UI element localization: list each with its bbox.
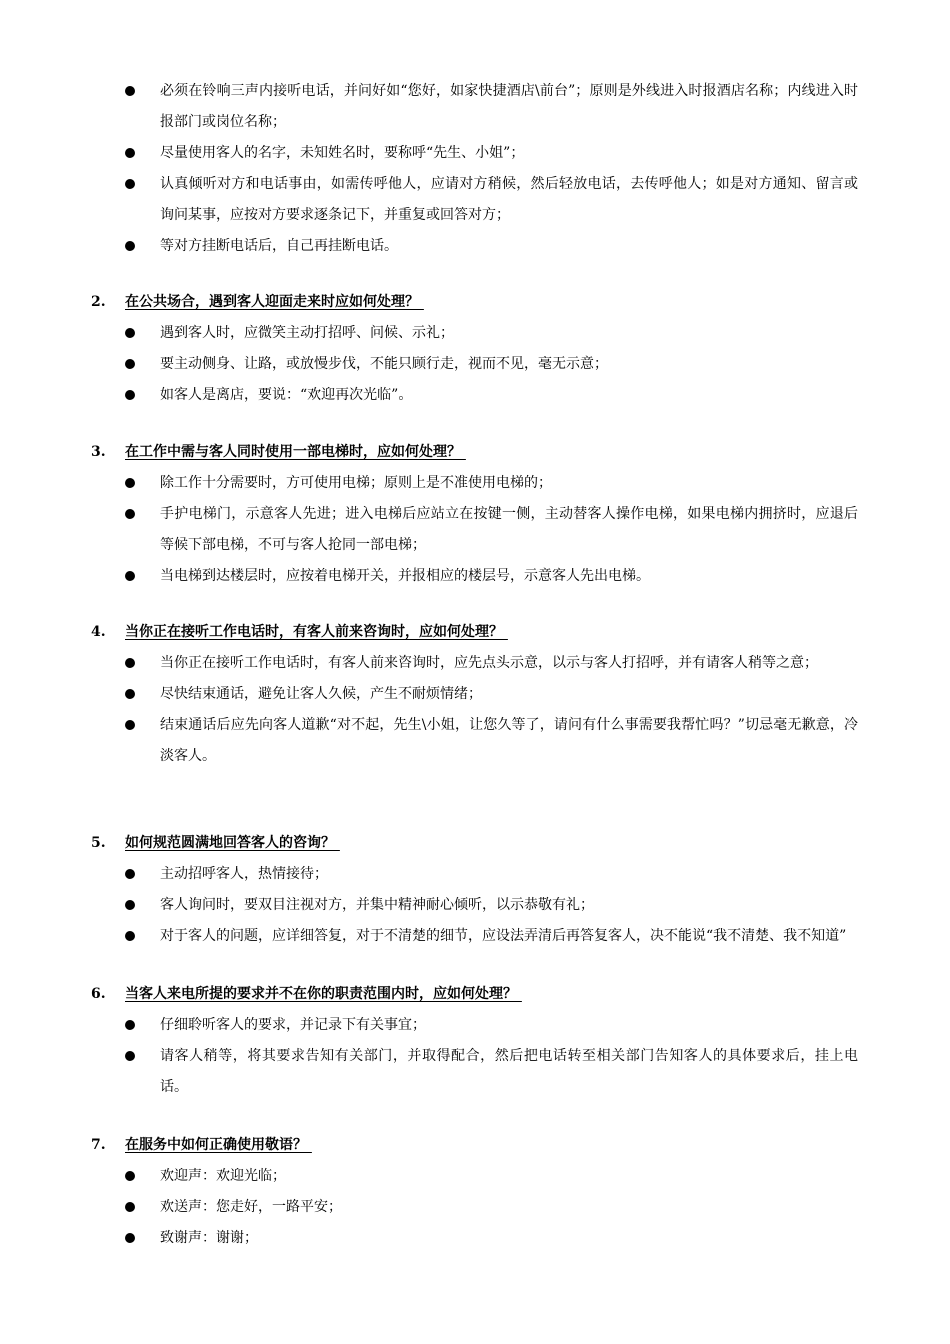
list-item	[160, 890, 858, 921]
bullet-text: 遇到客人时，应微笑主动打招呼、问候、示礼；	[160, 325, 454, 341]
section-heading	[91, 828, 950, 859]
bullet-text: 手护电梯门，示意客人先进；进入电梯后应站立在按键一侧，主动替客人操作电梯，如果电梯内拥挤时，应退后等候下部电梯，不可与客人抢同一部电梯；	[160, 506, 858, 553]
bullet-icon	[125, 241, 135, 251]
intro-bullet-list	[0, 76, 950, 262]
section-number: 6.	[91, 986, 106, 1002]
section-bullet-list	[0, 1010, 950, 1103]
section-question: 如何规范圆满地回答客人的咨询？	[125, 835, 340, 851]
bullet-icon	[125, 179, 135, 189]
bullet-text: 当电梯到达楼层时，应按着电梯开关，并报相应的楼层号，示意客人先出电梯。	[160, 568, 650, 584]
bullet-icon	[125, 509, 135, 519]
bullet-icon	[125, 148, 135, 158]
bullet-text: 当你正在接听工作电话时，有客人前来咨询时，应先点头示意，以示与客人打招呼，并有请客人稍等之意；	[160, 655, 818, 671]
bullet-text: 对于客人的问题，应详细答复，对于不清楚的细节，应设法弄清后再答复客人，决不能说“我不清楚、我不知道”	[160, 928, 847, 944]
bullet-text: 要主动侧身、让路，或放慢步伐，不能只顾行走，视而不见，毫无示意；	[160, 356, 608, 372]
bullet-icon	[125, 1202, 135, 1212]
bullet-text: 除工作十分需要时，方可使用电梯；原则上是不准使用电梯的；	[160, 475, 552, 491]
bullet-icon	[125, 720, 135, 730]
section-6	[0, 979, 950, 1103]
bullet-text: 致谢声：谢谢；	[160, 1230, 258, 1246]
section-number: 3.	[91, 444, 106, 460]
bullet-icon	[125, 390, 135, 400]
section-bullet-list	[0, 318, 950, 411]
bullet-icon	[125, 359, 135, 369]
list-item	[160, 169, 858, 231]
list-item	[160, 499, 858, 561]
bullet-icon	[125, 478, 135, 488]
section-heading	[91, 1130, 950, 1161]
bullet-text: 欢迎声：欢迎光临；	[160, 1168, 286, 1184]
list-item	[160, 921, 858, 952]
bullet-icon	[125, 658, 135, 668]
section-4	[0, 617, 950, 772]
bullet-text: 等对方挂断电话后，自己再挂断电话。	[160, 238, 398, 254]
list-item	[160, 468, 858, 499]
bullet-icon	[125, 869, 135, 879]
section-3	[0, 437, 950, 592]
bullet-text: 欢送声：您走好，一路平安；	[160, 1199, 342, 1215]
bullet-text: 认真倾听对方和电话事由，如需传呼他人，应请对方稍候，然后轻放电话，去传呼他人；如是对方通知、留言或询问某事，应按对方要求逐条记下，并重复或回答对方；	[160, 176, 858, 223]
bullet-text: 尽快结束通话，避免让客人久候，产生不耐烦情绪；	[160, 686, 482, 702]
list-item	[160, 231, 858, 262]
section-question: 在工作中需与客人同时使用一部电梯时，应如何处理？	[125, 444, 466, 460]
section-number: 7.	[91, 1137, 106, 1153]
list-item	[160, 349, 858, 380]
list-item	[160, 648, 858, 679]
section-number: 4.	[91, 624, 106, 640]
section-heading	[91, 979, 950, 1010]
list-item	[160, 1010, 858, 1041]
bullet-icon	[125, 1171, 135, 1181]
bullet-icon	[125, 1233, 135, 1243]
bullet-icon	[125, 328, 135, 338]
bullet-icon	[125, 1051, 135, 1061]
bullet-icon	[125, 900, 135, 910]
list-item	[160, 1161, 858, 1192]
section-heading	[91, 437, 950, 468]
section-7	[0, 1130, 950, 1254]
bullet-text: 结束通话后应先向客人道歉“对不起，先生\小姐，让您久等了，请问有什么事需要我帮忙吗？”切忌毫无歉意，冷淡客人。	[160, 717, 858, 764]
bullet-text: 必须在铃响三声内接听电话，并问好如“您好，如家快捷酒店\前台”；原则是外线进入时报酒店名称；内线进入时报部门或岗位名称；	[160, 83, 858, 130]
bullet-icon	[125, 689, 135, 699]
section-question: 在公共场合，遇到客人迎面走来时应如何处理？	[125, 294, 424, 310]
bullet-text: 主动招呼客人，热情接待；	[160, 866, 328, 882]
section-2	[0, 287, 950, 411]
bullet-icon	[125, 86, 135, 96]
list-item	[160, 710, 858, 772]
section-question: 当你正在接听工作电话时，有客人前来咨询时，应如何处理？	[125, 624, 508, 640]
list-item	[160, 318, 858, 349]
list-item	[160, 138, 858, 169]
section-heading	[91, 287, 950, 318]
section-number: 2.	[91, 294, 106, 310]
list-item	[160, 1192, 858, 1223]
section-question: 在服务中如何正确使用敬语？	[125, 1137, 312, 1153]
intro-section	[0, 76, 950, 262]
list-item	[160, 76, 858, 138]
bullet-icon	[125, 931, 135, 941]
section-bullet-list	[0, 1161, 950, 1254]
bullet-text: 请客人稍等，将其要求告知有关部门，并取得配合，然后把电话转至相关部门告知客人的具体要求后，挂上电话。	[160, 1048, 858, 1095]
bullet-text: 客人询问时，要双目注视对方，并集中精神耐心倾听，以示恭敬有礼；	[160, 897, 594, 913]
bullet-icon	[125, 571, 135, 581]
list-item	[160, 380, 858, 411]
section-bullet-list	[0, 468, 950, 592]
bullet-icon	[125, 1020, 135, 1030]
list-item	[160, 1223, 858, 1254]
section-5	[0, 828, 950, 952]
bullet-text: 仔细聆听客人的要求，并记录下有关事宜；	[160, 1017, 426, 1033]
list-item	[160, 859, 858, 890]
list-item	[160, 1041, 858, 1103]
list-item	[160, 561, 858, 592]
bullet-text: 如客人是离店，要说：“欢迎再次光临”。	[160, 387, 413, 403]
bullet-text: 尽量使用客人的名字，未知姓名时，要称呼“先生、小姐”；	[160, 145, 525, 161]
section-bullet-list	[0, 859, 950, 952]
section-number: 5.	[91, 835, 106, 851]
section-question: 当客人来电所提的要求并不在你的职责范围内时，应如何处理？	[125, 986, 522, 1002]
list-item	[160, 679, 858, 710]
section-heading	[91, 617, 950, 648]
section-bullet-list	[0, 648, 950, 772]
